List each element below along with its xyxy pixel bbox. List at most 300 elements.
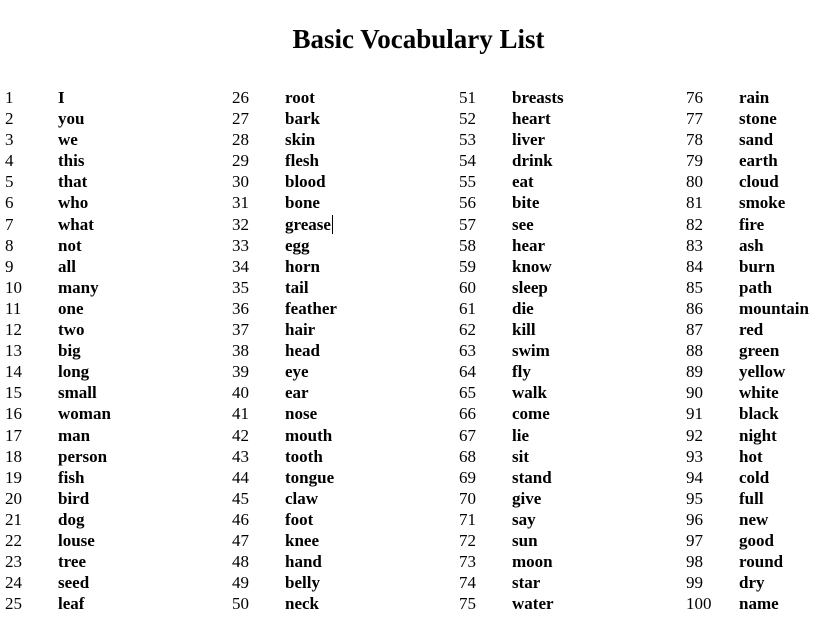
vocab-word: die [512,298,534,318]
vocab-word: root [285,88,315,107]
vocab-number: 21 [5,509,22,529]
vocab-word: person [58,446,108,466]
vocab-number: 71 [459,509,476,529]
vocab-number: 85 [686,277,703,297]
vocab-word-cell [285,108,320,129]
vocab-number: 83 [686,235,703,255]
vocab-word: you [58,109,85,129]
vocab-number: 61 [459,298,476,318]
vocab-word: yellow [739,362,786,382]
vocab-word: earth [739,151,778,171]
vocab-row [686,509,837,530]
vocab-number: 77 [686,109,703,129]
vocab-word-cell [512,425,529,446]
vocab-row [232,530,452,551]
vocab-number: 49 [232,573,249,593]
vocab-number: 22 [5,530,22,550]
vocab-number: 56 [459,193,476,213]
vocab-row [232,340,452,361]
vocab-row [232,298,452,319]
vocab-row [232,129,452,150]
vocab-number: 36 [232,298,249,318]
vocab-number: 59 [459,256,476,276]
vocab-word: tree [58,552,86,572]
vocab-row [686,340,837,361]
vocab-row [686,446,837,467]
vocab-word: long [58,362,90,382]
vocab-row [5,509,225,530]
vocab-word-cell [58,509,84,530]
vocab-number: 51 [459,88,476,107]
vocab-word: claw [285,488,319,508]
vocab-word: fly [512,362,531,382]
vocab-word: grease [285,214,331,234]
vocab-row [5,235,225,256]
vocab-number: 54 [459,151,476,171]
vocab-column-3 [459,87,679,614]
vocab-word-cell [285,488,318,509]
vocab-number: 3 [5,130,14,150]
vocab-word: stand [512,467,552,487]
vocab-word-cell [285,171,326,192]
vocab-word: seed [58,573,90,593]
vocab-word: see [512,214,534,234]
vocab-word: dry [739,573,765,593]
vocab-row [459,403,679,424]
vocab-number: 96 [686,509,703,529]
vocab-word: woman [58,404,111,424]
vocab-row [232,446,452,467]
vocab-word-cell [512,361,531,382]
vocab-row [686,530,837,551]
vocab-word-cell [58,129,78,150]
vocab-word: egg [285,235,310,255]
vocab-word: that [58,172,88,192]
vocab-number: 75 [459,594,476,614]
vocab-number: 98 [686,552,703,572]
vocab-row [5,530,225,551]
vocab-number: 45 [232,488,249,508]
vocab-number: 20 [5,488,22,508]
vocab-word-cell [512,593,554,614]
vocab-word-cell [739,361,785,382]
vocab-word-cell [512,509,536,530]
vocab-word: good [739,530,774,550]
vocab-number: 39 [232,362,249,382]
vocab-word-cell [512,235,545,256]
vocab-row [5,551,225,572]
vocab-word-cell [512,488,541,509]
vocab-word: blood [285,172,326,192]
vocab-word: hot [739,446,763,466]
vocab-number: 64 [459,362,476,382]
vocab-word: ear [285,383,309,403]
vocab-word-cell [58,361,89,382]
vocab-row [232,467,452,488]
vocab-word-cell [512,382,547,403]
vocab-word: path [739,277,773,297]
vocab-number: 15 [5,383,22,403]
vocab-number: 16 [5,404,22,424]
vocab-word: hair [285,320,316,340]
vocab-row [459,593,679,614]
vocab-word-cell [58,192,88,213]
vocab-number: 46 [232,509,249,529]
vocab-row [5,319,225,340]
vocab-word-cell [58,340,81,361]
vocab-number: 62 [459,320,476,340]
vocab-row [5,192,225,213]
vocab-row [686,425,837,446]
vocab-number: 65 [459,383,476,403]
vocab-row [5,129,225,150]
vocab-number: 30 [232,172,249,192]
vocab-word-cell [739,150,778,171]
vocab-word-cell [512,214,534,235]
vocab-word-cell [739,425,777,446]
vocab-number: 47 [232,530,249,550]
vocab-word: neck [285,594,319,614]
vocab-word: sleep [512,277,548,297]
vocab-number: 41 [232,404,249,424]
vocab-row [232,572,452,593]
vocab-word: full [739,488,764,508]
vocab-row [459,361,679,382]
vocab-word-cell [285,256,320,277]
vocab-word-cell [58,403,111,424]
vocab-word-cell [739,256,775,277]
vocab-number: 5 [5,172,14,192]
text-cursor [332,215,333,234]
vocab-number: 58 [459,235,476,255]
vocab-word: stone [739,109,777,129]
vocab-word: we [58,130,78,150]
vocab-number: 13 [5,341,22,361]
vocab-number: 97 [686,530,703,550]
vocab-word: tail [285,277,309,297]
vocab-word: belly [285,573,320,593]
vocab-row [232,192,452,213]
vocab-word-cell [285,87,315,108]
vocab-word-cell[interactable] [285,214,333,235]
vocab-word-cell [739,319,763,340]
vocab-row [459,108,679,129]
vocab-word-cell [58,235,82,256]
vocab-word-cell [739,593,779,614]
vocab-row [232,403,452,424]
vocab-row [686,298,837,319]
vocab-word-cell [58,446,107,467]
vocab-word: cloud [739,172,779,192]
page-title: Basic Vocabulary List [292,24,545,54]
vocab-word-cell [285,382,309,403]
vocab-word-cell [285,319,315,340]
vocab-word-cell [58,530,95,551]
vocab-number: 82 [686,214,703,234]
vocab-word-cell [285,298,337,319]
vocab-word-cell [512,340,550,361]
vocab-word: come [512,404,550,424]
vocab-row [686,551,837,572]
vocab-number: 48 [232,552,249,572]
vocab-word: lie [512,425,529,445]
vocab-row [686,108,837,129]
vocab-number: 89 [686,362,703,382]
vocab-word: feather [285,298,337,318]
vocab-word: hand [285,552,322,572]
vocab-number: 68 [459,446,476,466]
vocab-word: hear [512,235,546,255]
vocab-word-cell [512,467,552,488]
vocab-number: 86 [686,298,703,318]
vocab-word-cell [739,277,772,298]
vocab-word: new [739,509,769,529]
vocab-word: round [739,552,784,572]
vocab-word-cell [285,277,309,298]
vocab-row [459,509,679,530]
vocab-number: 8 [5,235,14,255]
vocab-word-cell [285,509,313,530]
vocab-row [459,214,679,235]
vocab-word: fire [739,214,765,234]
vocab-word-cell [58,572,89,593]
vocab-row [459,129,679,150]
vocab-word-cell [58,319,84,340]
vocab-number: 19 [5,467,22,487]
vocab-word-cell [512,298,534,319]
vocab-row [5,298,225,319]
vocab-word: burn [739,256,775,276]
vocab-row [459,425,679,446]
vocab-number: 50 [232,594,249,614]
vocab-number: 31 [232,193,249,213]
vocab-word-cell [58,150,84,171]
vocab-number: 44 [232,467,249,487]
vocab-word-cell [58,425,90,446]
vocab-word-cell [739,382,779,403]
vocab-number: 88 [686,341,703,361]
vocab-row [5,361,225,382]
vocab-number: 53 [459,130,476,150]
vocab-row [686,150,837,171]
vocab-word: skin [285,130,316,150]
vocab-word-cell [739,551,783,572]
vocab-word: foot [285,509,314,529]
vocab-word: water [512,594,554,614]
vocab-row [459,277,679,298]
vocab-word-cell [739,171,779,192]
vocab-number: 100 [686,594,712,614]
vocab-number: 91 [686,404,703,424]
vocab-row [232,256,452,277]
vocab-column-2 [232,87,452,614]
vocab-word: this [58,151,85,171]
vocab-row [232,214,452,235]
vocab-column-4 [686,87,837,614]
vocab-word-cell [512,129,545,150]
vocab-word: bite [512,193,540,213]
vocab-word: louse [58,530,95,550]
vocab-word: bark [285,109,320,129]
vocab-row [459,488,679,509]
vocab-word: nose [285,404,318,424]
vocab-number: 55 [459,172,476,192]
vocab-word-cell [58,87,65,108]
vocab-row [232,361,452,382]
vocab-column-1 [5,87,225,614]
vocab-word-cell [512,108,551,129]
vocab-row [5,403,225,424]
vocab-row [232,319,452,340]
vocab-word-cell [512,150,553,171]
vocab-number: 4 [5,151,14,171]
vocab-row [686,572,837,593]
vocab-word-cell [58,593,84,614]
vocab-word-cell [739,403,779,424]
vocab-number: 92 [686,425,703,445]
vocab-number: 26 [232,88,249,107]
vocab-word-cell [512,446,529,467]
vocab-word-cell [512,530,538,551]
vocab-word-cell [739,192,785,213]
vocab-row [232,551,452,572]
vocab-word-cell [512,319,536,340]
vocab-row [5,87,225,108]
vocab-number: 32 [232,214,249,234]
vocab-row [459,340,679,361]
vocab-word: give [512,488,542,508]
vocab-word-cell [512,572,540,593]
vocab-word: know [512,256,552,276]
vocab-word: drink [512,151,553,171]
vocab-number: 94 [686,467,703,487]
vocab-word: heart [512,109,551,129]
vocab-word: white [739,383,779,403]
vocab-word-cell [512,551,553,572]
vocab-number: 40 [232,383,249,403]
vocab-number: 37 [232,320,249,340]
vocab-row [459,87,679,108]
vocab-number: 6 [5,193,14,213]
vocab-word-cell [285,530,319,551]
vocab-word-cell [739,235,764,256]
vocab-word: leaf [58,594,85,614]
vocab-row [686,129,837,150]
vocab-word: red [739,320,764,340]
vocab-row [686,319,837,340]
vocab-number: 78 [686,130,703,150]
vocab-word-cell [285,129,315,150]
vocab-row [232,171,452,192]
vocab-number: 69 [459,467,476,487]
vocab-number: 42 [232,425,249,445]
vocab-row [686,171,837,192]
vocab-number: 99 [686,573,703,593]
vocab-word: bone [285,193,320,213]
vocab-number: 81 [686,193,703,213]
vocab-word-cell [512,403,550,424]
vocab-word-cell [58,467,84,488]
vocab-word-cell [58,488,89,509]
vocab-row [459,319,679,340]
vocab-number: 52 [459,109,476,129]
vocab-row [232,593,452,614]
vocab-word-cell [739,488,764,509]
vocab-row [686,277,837,298]
vocab-word-cell [739,340,779,361]
vocab-row [686,87,837,108]
vocab-row [686,256,837,277]
vocab-word-cell [285,467,334,488]
vocab-number: 74 [459,573,476,593]
vocab-word-cell [739,572,765,593]
vocab-number: 93 [686,446,703,466]
vocab-word: who [58,193,89,213]
vocab-word: walk [512,383,547,403]
vocab-row [232,509,452,530]
vocab-row [686,467,837,488]
vocab-number: 38 [232,341,249,361]
vocab-word: head [285,341,320,361]
vocab-row [686,488,837,509]
vocab-row [459,572,679,593]
vocab-number: 27 [232,109,249,129]
vocab-word: dog [58,509,85,529]
vocab-word: man [58,425,91,445]
vocab-number: 84 [686,256,703,276]
vocab-word-cell [58,108,84,129]
vocab-row [5,488,225,509]
vocab-word: mountain [739,298,809,318]
vocab-word: I [58,88,65,107]
vocab-word: bird [58,488,90,508]
vocab-row [5,446,225,467]
vocab-number: 70 [459,488,476,508]
vocab-row [5,425,225,446]
vocab-number: 76 [686,88,703,107]
vocab-row [232,277,452,298]
vocab-word: name [739,594,779,614]
vocab-word-cell [285,235,310,256]
vocab-word: not [58,235,82,255]
vocab-word-cell [58,382,97,403]
vocab-row [5,593,225,614]
vocab-row [5,214,225,235]
vocab-row [686,593,837,614]
vocab-row [686,214,837,235]
vocab-word: green [739,341,780,361]
vocab-word: two [58,320,85,340]
vocab-row [232,150,452,171]
vocab-row [459,467,679,488]
vocab-word-cell [285,425,332,446]
vocab-word: flesh [285,151,319,171]
vocab-row [5,382,225,403]
vocab-number: 57 [459,214,476,234]
vocab-number: 9 [5,256,14,276]
vocab-row [5,256,225,277]
vocab-word: mouth [285,425,333,445]
vocab-row [232,382,452,403]
vocab-word: star [512,573,541,593]
vocab-word-cell [285,593,319,614]
vocab-row [232,425,452,446]
vocab-word-cell [285,403,317,424]
vocab-word-cell [739,129,773,150]
vocab-number: 35 [232,277,249,297]
vocab-word: sit [512,446,529,466]
vocab-word-cell [58,551,86,572]
